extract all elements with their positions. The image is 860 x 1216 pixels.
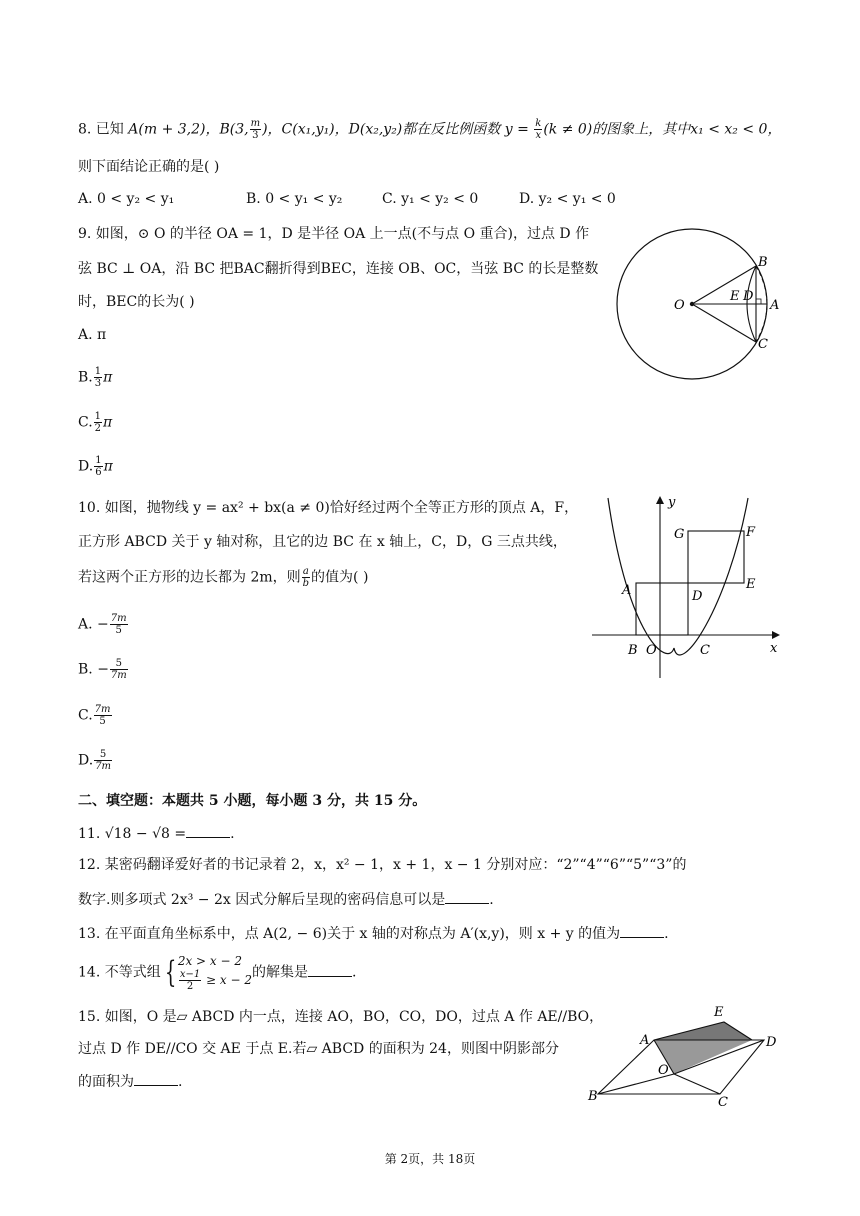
- q9-option-c: C. $\frac{1}{2}$ π: [78, 411, 113, 434]
- q8-function: )，C(x₁,y₁)，D(x₂,y₂)都在反比例函数 y =: [262, 121, 529, 138]
- label-f: F: [746, 525, 756, 540]
- q9-line1: 9. 如图，⊙ O 的半径 OA = 1，D 是半径 OA 上一点(不与点 O 重合)，过点 D 作: [78, 226, 590, 242]
- label-a: A: [622, 583, 632, 598]
- label-c: C: [718, 1095, 728, 1110]
- y-axis-arrow: [656, 496, 664, 504]
- q10-option-a: A. − $\frac{7m}{5}$: [78, 613, 127, 636]
- q9-option-a: A. π: [78, 327, 107, 343]
- q13: 13. 在平面直角坐标系中，点 A(2, − 6)关于 x 轴的对称点为 A′(x,y)，则 x + y 的值为 .: [78, 923, 669, 944]
- q12-line1: 12. 某密码翻译爱好者的书记录着 2，x，x² − 1，x + 1，x − 1 分别对应：“2”“4”“6”“5”“3”的: [78, 857, 687, 873]
- q13-answer-blank[interactable]: [620, 923, 664, 938]
- q8-stem: 8. 已知: [78, 121, 124, 138]
- label-e: E: [714, 1005, 724, 1020]
- q9-circle-figure: [608, 224, 788, 400]
- q14-system: 2x > x − 2 $\frac{x-1}{2}$ ≥ x − 2: [177, 954, 252, 992]
- label-g: G: [674, 527, 685, 542]
- shaded-triangle-ade: [654, 1022, 752, 1040]
- q10-option-c: C. $\frac{7m}{5}$: [78, 704, 111, 727]
- q15-parallelogram-figure: [584, 1000, 784, 1110]
- square-gdef: [688, 531, 744, 583]
- square-abcd: [636, 583, 688, 635]
- right-angle-mark: [756, 299, 761, 304]
- q9-line3: 时，BEC的长为( ): [78, 294, 195, 310]
- q8-option-d: D. y₂ < y₁ < 0: [519, 191, 616, 207]
- q8-line2: 则下面结论正确的是( ): [78, 159, 220, 175]
- section-2-heading: 二、填空题：本题共 5 小题，每小题 3 分，共 15 分。: [78, 793, 427, 809]
- page-footer: 第 2页，共 18页: [384, 1152, 476, 1166]
- q8-option-a: A. 0 < y₂ < y₁: [78, 191, 175, 207]
- label-x: x: [770, 641, 778, 656]
- shaded-region: [654, 1040, 752, 1074]
- label-e: E: [730, 289, 740, 304]
- label-d: D: [766, 1035, 777, 1050]
- parabola: [608, 498, 748, 655]
- label-d: D: [743, 289, 754, 304]
- q8-fraction-m3: $\frac{m}{3}$: [250, 118, 261, 141]
- segment-co: [674, 1074, 720, 1094]
- q8-option-c: C. y₁ < y₂ < 0: [382, 191, 479, 207]
- label-e: E: [746, 577, 756, 592]
- label-a: A: [770, 298, 780, 313]
- point-o: [690, 302, 694, 306]
- q11: 11. √18 − √8 = .: [78, 823, 235, 844]
- q10-option-d: D. $\frac{5}{7m}$: [78, 749, 112, 772]
- q15-line1: 15. 如图，O 是▱ ABCD 内一点，连接 AO，BO，CO，DO，过点 A 作 AE//BO，: [78, 1009, 604, 1025]
- label-b: B: [758, 255, 768, 270]
- q12-answer-blank[interactable]: [445, 889, 489, 904]
- q10-option-b: B. − $\frac{5}{7m}$: [78, 658, 127, 681]
- label-b: B: [628, 643, 638, 658]
- q8-line1: [78, 118, 781, 141]
- segment-oc: [692, 304, 756, 342]
- q15-line2: 过点 D 作 DE//CO 交 AE 于点 E.若▱ ABCD 的面积为 24，则图中阴影部分: [78, 1041, 559, 1057]
- label-c: C: [700, 643, 710, 658]
- label-y: y: [668, 495, 676, 510]
- q10-parabola-figure: [588, 488, 788, 686]
- label-d: D: [692, 589, 703, 604]
- q8-condition: (k ≠ 0)的图象上，其中x₁ < x₂ < 0，: [543, 121, 782, 138]
- label-c: C: [758, 337, 768, 352]
- label-o: O: [674, 298, 685, 313]
- q12-line2: 数字.则多项式 2x³ − 2x 因式分解后呈现的密码信息可以是 .: [78, 889, 494, 910]
- q8-option-b: B. 0 < y₁ < y₂: [246, 191, 343, 207]
- q11-answer-blank[interactable]: [186, 823, 230, 838]
- q8-points: A(m + 3,2)，B(3,: [128, 121, 249, 138]
- q15-line3: 的面积为 .: [78, 1071, 182, 1092]
- q14: 14. 不等式组 { 2x > x − 2 $\frac{x-1}{2}$ ≥ x − 2 的解集是 .: [78, 954, 357, 992]
- label-o: O: [646, 643, 657, 658]
- label-o: O: [658, 1063, 669, 1078]
- q9-option-d: D. $\frac{1}{6}$ π: [78, 455, 113, 478]
- x-axis-arrow: [772, 631, 780, 639]
- q10-line1: 10. 如图，抛物线 y = ax² + bx(a ≠ 0)恰好经过两个全等正方形的顶点 A，F，: [78, 500, 579, 516]
- q15-answer-blank[interactable]: [134, 1071, 178, 1086]
- q14-answer-blank[interactable]: [308, 962, 352, 977]
- q9-option-b: B. $\frac{1}{3}$ π: [78, 366, 113, 389]
- q9-line2: 弦 BC ⊥ OA，沿 BC 把BAC翻折得到BEC，连接 OB、OC，当弦 BC 的长是整数: [78, 261, 599, 277]
- q8-fraction-kx: $\frac{k}{x}$: [535, 118, 542, 141]
- q10-line3: 若这两个正方形的边长都为 2m，则 $\frac{a}{b}$ 的值为( ): [78, 566, 369, 589]
- q10-line2: 正方形 ABCD 关于 y 轴对称，且它的边 BC 在 x 轴上，C，D，G 三点共线，: [78, 534, 567, 550]
- label-a: A: [640, 1033, 650, 1048]
- label-b: B: [588, 1089, 598, 1104]
